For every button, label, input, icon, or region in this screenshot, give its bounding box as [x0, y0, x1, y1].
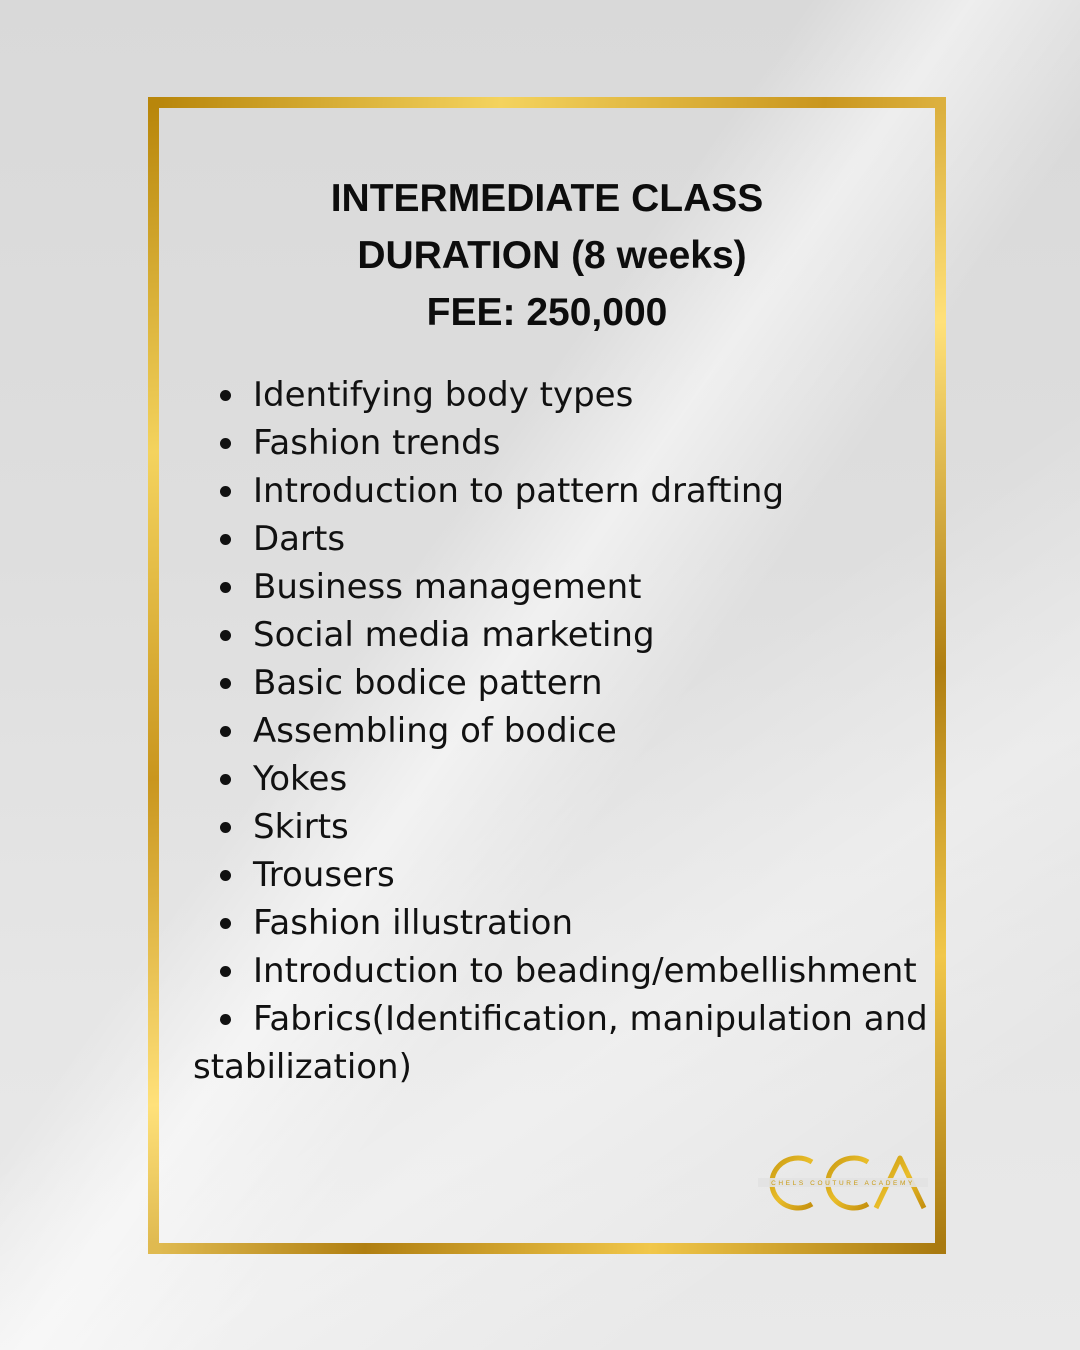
bullet-icon	[220, 966, 231, 977]
topic-list	[193, 371, 938, 1091]
bullet-icon	[220, 774, 231, 785]
list-item: Introduction to pattern drafting	[193, 467, 938, 515]
list-item: Basic bodice pattern	[193, 659, 938, 707]
fee-line: FEE: 250,000	[426, 291, 668, 334]
bullet-icon	[220, 918, 231, 929]
bullet-icon	[220, 486, 231, 497]
bullet-icon	[220, 534, 231, 545]
list-item: Assembling of bodice	[193, 707, 938, 755]
bullet-icon	[220, 438, 231, 449]
logo-tagline: CHELS COUTURE ACADEMY	[771, 1180, 915, 1187]
class-title: INTERMEDIATE CLASS	[330, 177, 764, 220]
list-item: Business management	[193, 563, 938, 611]
list-item: Trousers	[193, 851, 938, 899]
page-heading	[148, 170, 946, 341]
bullet-icon	[220, 822, 231, 833]
academy-logo	[758, 1152, 928, 1214]
bullet-icon	[220, 1014, 231, 1025]
list-item: Fashion trends	[193, 419, 938, 467]
bullet-icon	[220, 870, 231, 881]
duration-line: DURATION (8 weeks)	[357, 234, 747, 277]
list-item: Social media marketing	[193, 611, 938, 659]
bullet-icon	[220, 582, 231, 593]
list-item: Fashion illustration	[193, 899, 938, 947]
bullet-icon	[220, 678, 231, 689]
bullet-icon	[220, 726, 231, 737]
list-item: Fabrics(Identification, manipulation and stabilization)	[193, 999, 928, 1087]
bullet-icon	[220, 390, 231, 401]
bullet-icon	[220, 630, 231, 641]
list-item: Skirts	[193, 803, 938, 851]
list-item: Yokes	[193, 755, 938, 803]
list-item: Identifying body types	[193, 371, 938, 419]
list-item: Darts	[193, 515, 938, 563]
list-item: Introduction to beading/embellishment	[193, 947, 938, 995]
